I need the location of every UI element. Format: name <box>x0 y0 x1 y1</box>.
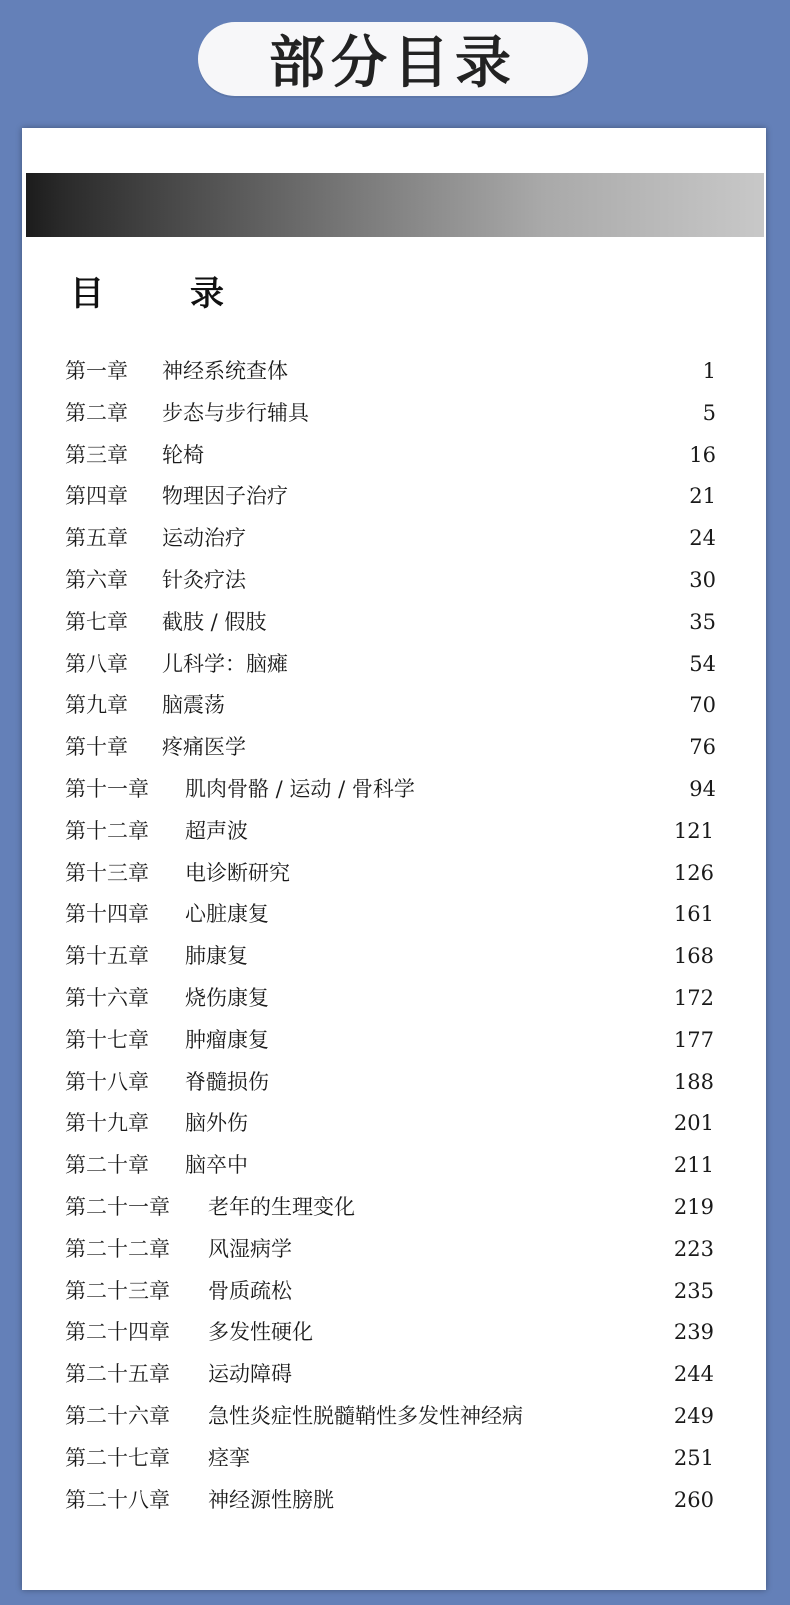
toc-chapter-number: 第九章 <box>65 693 128 718</box>
toc-entry <box>22 1315 766 1349</box>
toc-entry <box>22 981 766 1015</box>
toc-chapter-title: 肌肉骨骼 / 运动 / 骨科学 <box>185 777 415 801</box>
toc-chapter-number: 第二十章 <box>65 1153 149 1178</box>
toc-entry <box>22 605 766 639</box>
toc-leader-dots <box>250 939 668 973</box>
toc-chapter-number: 第二十三章 <box>65 1278 170 1303</box>
toc-page-number: 211 <box>673 1153 714 1178</box>
toc-page-number: 70 <box>689 693 716 718</box>
toc-leader-dots <box>294 1274 668 1308</box>
toc-chapter-number: 第二十七章 <box>65 1445 170 1470</box>
toc-leader-dots <box>315 1315 668 1349</box>
toc-entry <box>22 1148 766 1182</box>
toc-page-number: 249 <box>673 1404 714 1428</box>
toc-chapter-number: 第七章 <box>65 609 128 634</box>
toc-chapter-number: 第二十一章 <box>65 1195 170 1219</box>
toc-page-number: 5 <box>702 400 716 425</box>
toc-chapter-title: 风湿病学 <box>208 1236 292 1261</box>
toc-entry <box>22 479 766 513</box>
toc-chapter-number: 第十七章 <box>65 1027 149 1052</box>
toc-chapter-title: 儿科学：脑瘫 <box>162 651 288 676</box>
toc-leader-dots <box>227 688 683 722</box>
toc-leader-dots <box>271 981 668 1015</box>
toc-heading-left: 目 <box>70 274 104 314</box>
toc-page-number: 24 <box>689 526 716 551</box>
toc-leader-dots <box>250 814 668 848</box>
toc-leader-dots <box>292 856 668 890</box>
toc-chapter-number: 第十五章 <box>65 944 149 969</box>
toc-chapter-title: 心脏康复 <box>185 902 269 927</box>
toc-leader-dots <box>294 1357 668 1391</box>
section-title-banner <box>198 22 588 96</box>
toc-chapter-title: 电诊断研究 <box>185 860 290 885</box>
toc-entry <box>22 647 766 681</box>
toc-page-number: 161 <box>673 902 714 927</box>
toc-chapter-title: 急性炎症性脱髓鞘性多发性神经病 <box>208 1404 523 1428</box>
toc-leader-dots <box>271 897 668 931</box>
toc-entry <box>22 438 766 472</box>
toc-page-number: 76 <box>689 735 716 760</box>
toc-leader-dots <box>250 1106 668 1140</box>
toc-chapter-title: 肺康复 <box>185 944 248 969</box>
toc-page-number: 235 <box>673 1278 714 1303</box>
toc-chapter-title: 运动障碍 <box>208 1362 292 1387</box>
toc-leader-dots <box>290 479 683 513</box>
toc-chapter-title: 痉挛 <box>208 1445 250 1470</box>
book-page <box>22 128 766 1590</box>
toc-chapter-title: 轮椅 <box>162 442 204 467</box>
toc-chapter-number: 第十一章 <box>65 777 149 801</box>
toc-page-number: 126 <box>673 860 714 885</box>
toc-chapter-number: 第二十八章 <box>65 1487 170 1512</box>
toc-chapter-title: 脑外伤 <box>185 1111 248 1136</box>
toc-entry <box>22 1065 766 1099</box>
toc-page-number: 219 <box>673 1195 714 1219</box>
toc-heading-right: 录 <box>190 274 224 314</box>
toc-leader-dots <box>248 730 683 764</box>
toc-chapter-number: 第一章 <box>65 359 128 383</box>
toc-page-number: 35 <box>689 609 716 634</box>
toc-chapter-number: 第八章 <box>65 651 128 676</box>
toc-leader-dots <box>252 1441 668 1475</box>
toc-chapter-number: 第十九章 <box>65 1111 149 1136</box>
toc-entry <box>22 1441 766 1475</box>
toc-entry <box>22 1399 766 1433</box>
toc-chapter-title: 步态与步行辅具 <box>162 400 309 425</box>
toc-entry <box>22 354 766 388</box>
toc-chapter-number: 第二十六章 <box>65 1404 170 1428</box>
toc-page-number: 172 <box>673 986 714 1010</box>
toc-leader-dots <box>268 605 683 639</box>
toc-leader-dots <box>311 396 697 430</box>
toc-page-number: 260 <box>673 1487 714 1512</box>
toc-entry <box>22 772 766 806</box>
toc-page-number: 244 <box>673 1362 714 1387</box>
toc-leader-dots <box>290 647 683 681</box>
section-title: 部分目录 <box>269 31 517 96</box>
toc-entry <box>22 1357 766 1391</box>
toc-leader-dots <box>206 438 683 472</box>
toc-chapter-title: 肿瘤康复 <box>185 1027 269 1052</box>
toc-entry <box>22 814 766 848</box>
toc-leader-dots <box>294 1232 668 1266</box>
toc-page-number: 223 <box>673 1236 714 1261</box>
toc-entry <box>22 939 766 973</box>
toc-leader-dots <box>271 1065 668 1099</box>
toc-chapter-title: 烧伤康复 <box>185 986 269 1010</box>
toc-chapter-title: 多发性硬化 <box>208 1320 313 1345</box>
toc-page-number: 1 <box>702 359 716 383</box>
toc-chapter-number: 第四章 <box>65 484 128 509</box>
toc-leader-dots <box>248 521 683 555</box>
toc-page-number: 188 <box>673 1069 714 1094</box>
toc-chapter-title: 骨质疏松 <box>208 1278 292 1303</box>
toc-chapter-number: 第十三章 <box>65 860 149 885</box>
toc-page-number: 54 <box>689 651 716 676</box>
toc-entry <box>22 521 766 555</box>
toc-entry <box>22 1106 766 1140</box>
toc-entry <box>22 730 766 764</box>
toc-chapter-title: 脑卒中 <box>185 1153 248 1178</box>
toc-heading <box>70 266 224 315</box>
toc-chapter-number: 第十二章 <box>65 818 149 843</box>
toc-entry <box>22 396 766 430</box>
toc-page-number: 239 <box>673 1320 714 1345</box>
toc-chapter-number: 第三章 <box>65 442 128 467</box>
toc-entry <box>22 856 766 890</box>
toc-leader-dots <box>250 1148 668 1182</box>
toc-chapter-number: 第六章 <box>65 568 128 592</box>
toc-page-number: 168 <box>673 944 714 969</box>
toc-chapter-number: 第二十二章 <box>65 1236 170 1261</box>
toc-chapter-title: 脑震荡 <box>162 693 225 718</box>
toc-chapter-title: 截肢 / 假肢 <box>162 609 267 634</box>
toc-leader-dots <box>525 1399 668 1433</box>
toc-entry <box>22 688 766 722</box>
toc-chapter-number: 第十四章 <box>65 902 149 927</box>
toc-chapter-title: 超声波 <box>185 818 248 843</box>
toc-chapter-number: 第二十四章 <box>65 1320 170 1345</box>
toc-entry <box>22 1274 766 1308</box>
toc-chapter-title: 脊髓损伤 <box>185 1069 269 1094</box>
toc-chapter-number: 第二章 <box>65 400 128 425</box>
toc-entry <box>22 1483 766 1517</box>
toc-entry <box>22 1232 766 1266</box>
toc-page-number: 94 <box>689 777 716 801</box>
toc-chapter-number: 第五章 <box>65 526 128 551</box>
toc-chapter-number: 第十章 <box>65 735 128 760</box>
toc-chapter-number: 第二十五章 <box>65 1362 170 1387</box>
toc-entry <box>22 897 766 931</box>
toc-chapter-title: 运动治疗 <box>162 526 246 551</box>
toc-leader-dots <box>271 1023 668 1057</box>
toc-chapter-title: 神经源性膀胱 <box>208 1487 334 1512</box>
toc-page-number: 201 <box>673 1111 714 1136</box>
toc-page-number: 21 <box>689 484 716 509</box>
toc-chapter-title: 老年的生理变化 <box>208 1195 355 1219</box>
toc-leader-dots <box>248 563 683 597</box>
toc-chapter-title: 物理因子治疗 <box>162 484 288 509</box>
toc-page-number: 177 <box>673 1027 714 1052</box>
toc-leader-dots <box>417 772 683 806</box>
toc-leader-dots <box>290 354 697 388</box>
toc-chapter-title: 神经系统查体 <box>162 359 288 383</box>
toc-leader-dots <box>357 1190 668 1224</box>
toc-entry <box>22 1023 766 1057</box>
toc-page-number: 251 <box>673 1445 714 1470</box>
toc-page-number: 121 <box>673 818 714 843</box>
toc-chapter-number: 第十八章 <box>65 1069 149 1094</box>
header-gradient-band <box>26 173 764 237</box>
toc-entry <box>22 563 766 597</box>
toc-page-number: 30 <box>689 568 716 592</box>
toc-chapter-title: 疼痛医学 <box>162 735 246 760</box>
toc-leader-dots <box>336 1483 668 1517</box>
toc-chapter-number: 第十六章 <box>65 986 149 1010</box>
toc-page-number: 16 <box>689 442 716 467</box>
toc-entry <box>22 1190 766 1224</box>
toc-chapter-title: 针灸疗法 <box>162 568 246 592</box>
